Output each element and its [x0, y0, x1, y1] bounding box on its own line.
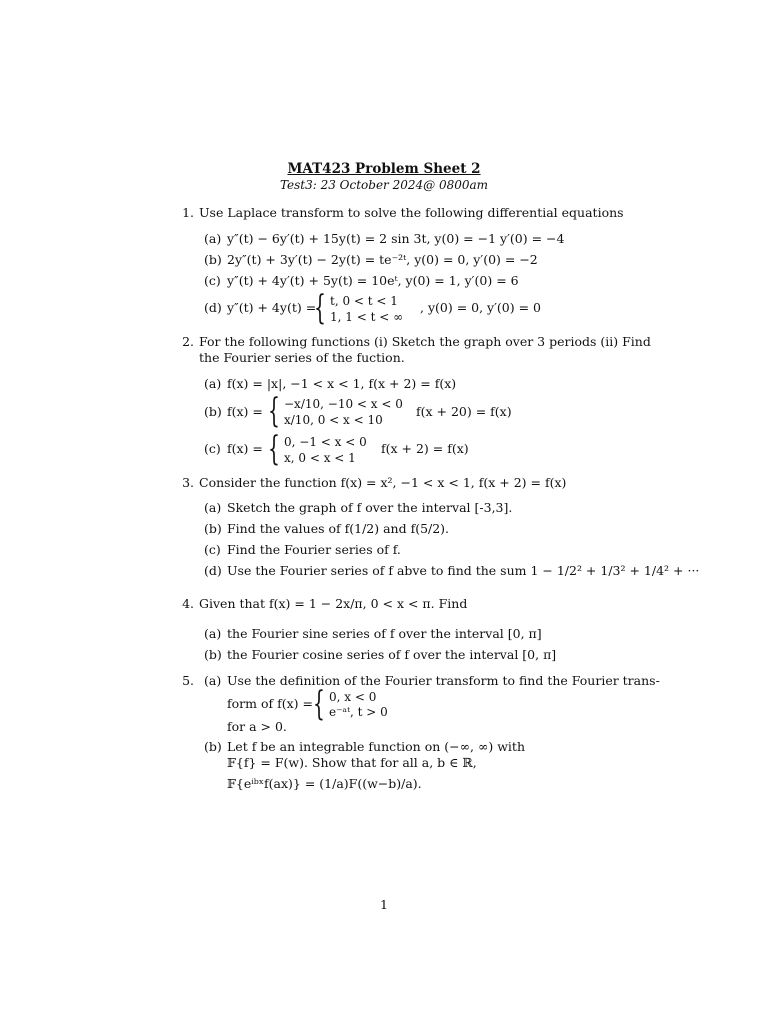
- piecewise-case: x/10, 0 < x < 10: [284, 413, 383, 427]
- subquestion-text: Let f be an integrable function on (−∞, ∞) with: [227, 739, 526, 754]
- question-number: 5.: [182, 673, 194, 688]
- subquestion-label: (a): [204, 376, 222, 391]
- page-subtitle: Test3: 23 October 2024@ 0800am: [279, 178, 489, 192]
- question-text: the Fourier series of the fuction.: [199, 350, 405, 365]
- question-text: For the following functions (i) Sketch the graph over 3 periods (ii) Find: [199, 334, 651, 349]
- piecewise-lhs: f(x) =: [227, 404, 263, 419]
- subquestion-text: for a > 0.: [227, 719, 287, 734]
- piecewise-case: x, 0 < x < 1: [284, 451, 356, 465]
- subquestion-label: (c): [204, 273, 221, 288]
- subquestion-label: (a): [204, 673, 222, 688]
- piecewise-lhs: f(x) =: [227, 441, 263, 456]
- piecewise-case: −x/10, −10 < x < 0: [284, 397, 403, 411]
- left-brace: {: [313, 684, 325, 724]
- subquestion-text: Sketch the graph of f over the interval [-3,3].: [227, 500, 513, 515]
- piecewise-lhs: form of f(x) =: [227, 696, 313, 711]
- subquestion-label: (d): [204, 300, 222, 315]
- subquestion-label: (a): [204, 231, 222, 246]
- subquestion-text: 𝔽{f} = F(w). Show that for all a, b ∈ ℝ,: [227, 755, 477, 770]
- question-text: Use Laplace transform to solve the following differential equations: [199, 205, 624, 220]
- subquestion-label: (c): [204, 542, 221, 557]
- subquestion-label: (b): [204, 521, 222, 536]
- subquestion-label: (b): [204, 739, 222, 754]
- question-number: 2.: [182, 334, 194, 349]
- subquestion-label: (d): [204, 563, 222, 578]
- piecewise-case: 1, 1 < t < ∞: [330, 310, 404, 324]
- subquestion-text: Find the Fourier series of f.: [227, 542, 401, 557]
- subquestion-text: the Fourier cosine series of f over the interval [0, π]: [227, 647, 557, 662]
- question-number: 4.: [182, 596, 194, 611]
- subquestion-text: 2y″(t) + 3y′(t) − 2y(t) = te⁻²ᵗ, y(0) = 0, y′(0) = −2: [227, 252, 538, 267]
- subquestion-text: f(x) = |x|, −1 < x < 1, f(x + 2) = f(x): [227, 376, 457, 391]
- subquestion-label: (b): [204, 647, 222, 662]
- subquestion-label: (a): [204, 626, 222, 641]
- left-brace: {: [268, 391, 280, 431]
- page-title: MAT423 Problem Sheet 2: [287, 161, 481, 177]
- question-text: Given that f(x) = 1 − 2x/π, 0 < x < π. Find: [199, 596, 468, 611]
- subquestion-text: Use the definition of the Fourier transform to find the Fourier trans-: [227, 673, 660, 688]
- subquestion-text: y″(t) − 6y′(t) + 15y(t) = 2 sin 3t, y(0) = −1 y′(0) = −4: [227, 231, 565, 246]
- subquestion-label: (a): [204, 500, 222, 515]
- piecewise-case: 0, −1 < x < 0: [284, 435, 367, 449]
- piecewise-lhs: y″(t) + 4y(t) =: [227, 300, 317, 315]
- subquestion-text: 𝔽{eⁱᵇˣf(ax)} = (1/a)F((w−b)/a).: [227, 776, 422, 791]
- subquestion-text: Find the values of f(1/2) and f(5/2).: [227, 521, 450, 536]
- periodicity-condition: f(x + 20) = f(x): [416, 404, 512, 419]
- subquestion-text: the Fourier sine series of f over the interval [0, π]: [227, 626, 542, 641]
- piecewise-case: e⁻ᵃᵗ, t > 0: [329, 705, 388, 719]
- subquestion-label: (b): [204, 252, 222, 267]
- subquestion-text: Use the Fourier series of f abve to find the sum 1 − 1/2² + 1/3² + 1/4² + ···: [227, 563, 700, 578]
- page-number: 1: [380, 897, 388, 912]
- piecewise-case: 0, x < 0: [329, 690, 377, 704]
- subquestion-text: y″(t) + 4y′(t) + 5y(t) = 10eᵗ, y(0) = 1, y′(0) = 6: [227, 273, 519, 288]
- left-brace: {: [268, 429, 280, 469]
- periodicity-condition: f(x + 2) = f(x): [381, 441, 469, 456]
- left-brace: {: [314, 288, 326, 328]
- question-text: Consider the function f(x) = x², −1 < x < 1, f(x + 2) = f(x): [199, 475, 567, 490]
- question-number: 3.: [182, 475, 194, 490]
- initial-conditions: , y(0) = 0, y′(0) = 0: [420, 300, 542, 315]
- subquestion-label: (b): [204, 404, 222, 419]
- piecewise-case: t, 0 < t < 1: [330, 294, 398, 308]
- question-number: 1.: [182, 205, 194, 220]
- subquestion-label: (c): [204, 441, 221, 456]
